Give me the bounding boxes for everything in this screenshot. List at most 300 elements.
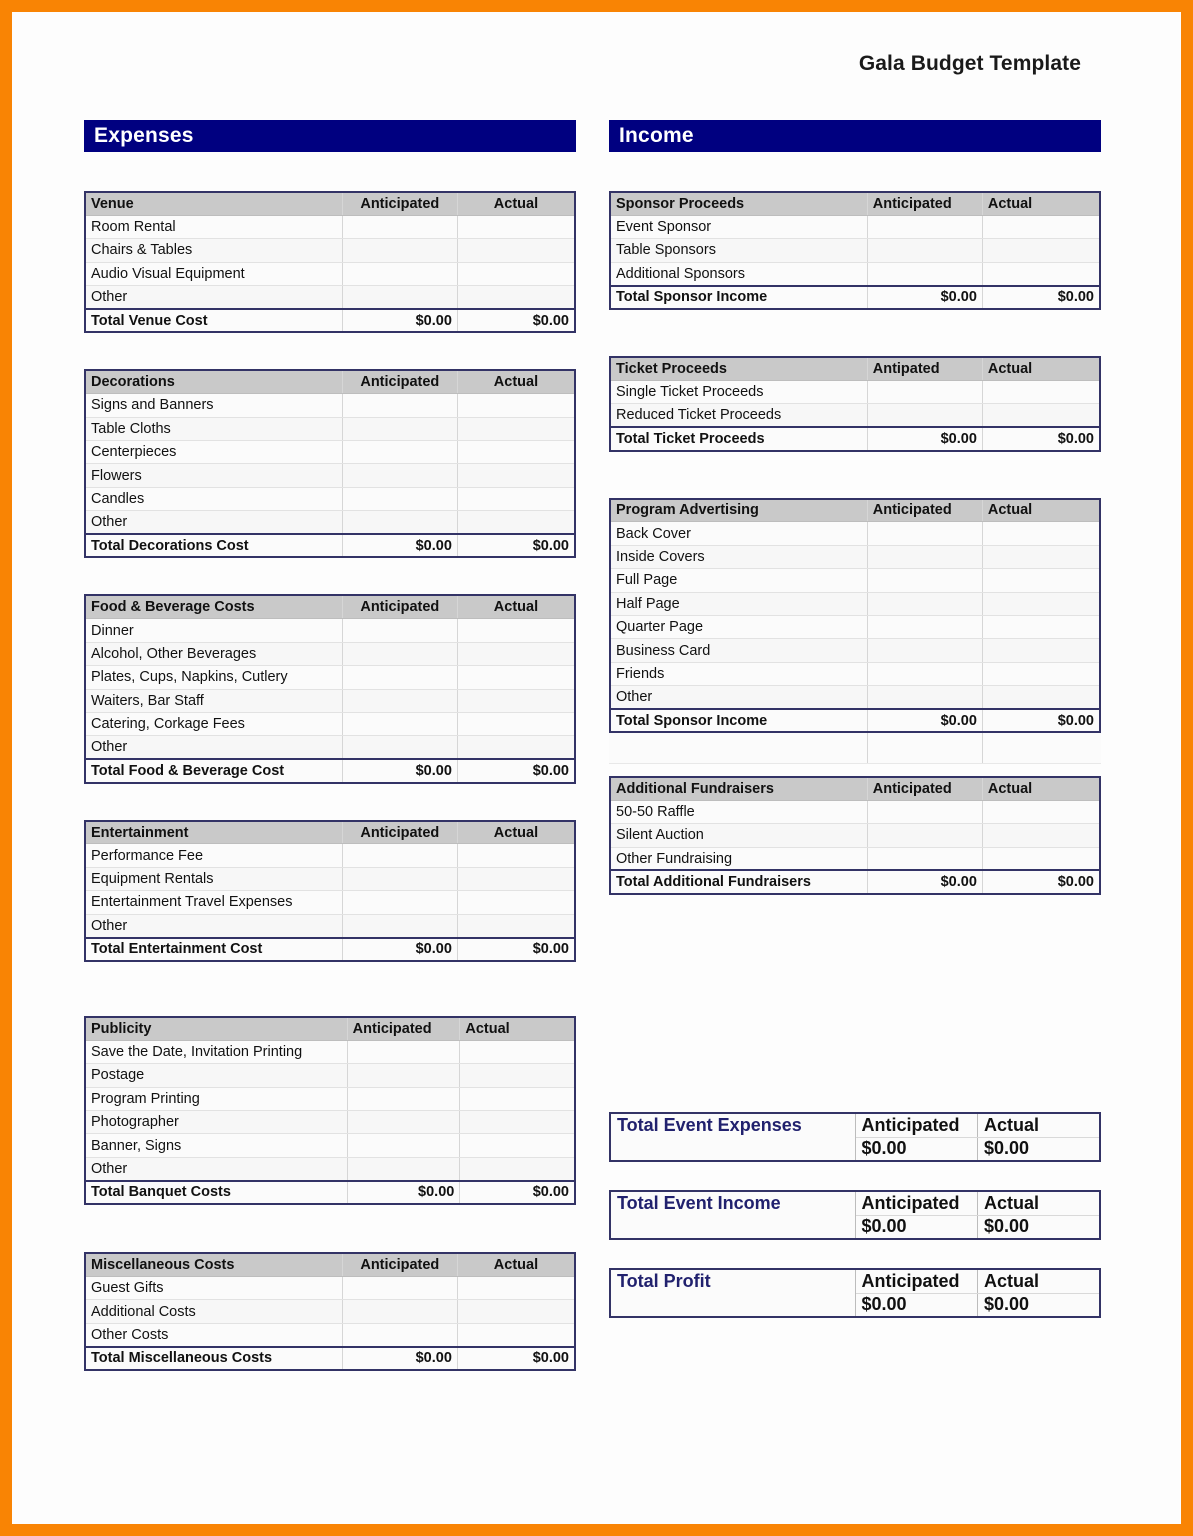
summary-label: Total Event Expenses [610,1113,855,1137]
total-actual-value: $0.00 [982,709,1100,732]
table-header-row [85,192,575,215]
line-item-label: Friends [610,662,867,685]
actual-input-cell[interactable] [982,522,1100,545]
summary-empty-cell [610,1293,855,1317]
actual-input-cell[interactable] [982,639,1100,662]
empty-spacer-row [609,733,1101,763]
page-title: Gala Budget Template [858,52,1081,75]
table-row [610,522,1100,545]
table-row [610,639,1100,662]
table-row [610,662,1100,685]
column-header-anticipated: Anticipated [867,192,982,215]
line-item-label: Other [610,686,867,709]
summary-header-anticipated: Anticipated [855,1269,978,1293]
actual-input-cell[interactable] [457,511,575,534]
table-title-cell: Additional Fundraisers [610,777,867,800]
table-row [610,404,1100,427]
budget-table-entertainment [84,820,576,962]
actual-input-cell[interactable] [457,891,575,914]
line-item-label: Quarter Page [610,615,867,638]
anticipated-input-cell[interactable] [347,1157,460,1180]
table-total-row [85,1347,575,1370]
line-item-label: Guest Gifts [85,1276,342,1299]
total-actual-value: $0.00 [457,759,575,782]
summary-value-row [610,1293,1100,1317]
table-row [85,666,575,689]
line-item-label: Entertainment Travel Expenses [85,891,342,914]
empty-cell[interactable] [867,733,983,763]
trailing-empty-row [609,733,1101,764]
table-row [85,1064,575,1087]
line-item-label: Additional Costs [85,1300,342,1323]
actual-input-cell[interactable] [457,1323,575,1346]
table-row [85,1157,575,1180]
actual-input-cell[interactable] [457,262,575,285]
anticipated-input-cell[interactable] [342,712,457,735]
anticipated-input-cell[interactable] [867,686,982,709]
line-item-label: Dinner [85,619,342,642]
table-header-row [85,370,575,393]
line-item-label: Other Costs [85,1323,342,1346]
anticipated-input-cell[interactable] [342,1300,457,1323]
line-item-label: Save the Date, Invitation Printing [85,1040,347,1063]
summary-header-row [610,1191,1100,1215]
line-item-label: Other [85,286,342,309]
line-item-label: Signs and Banners [85,394,342,417]
table-row [85,736,575,759]
anticipated-input-cell[interactable] [347,1064,460,1087]
total-actual-value: $0.00 [982,427,1100,450]
column-header-anticipated: Anticipated [342,595,457,618]
anticipated-input-cell[interactable] [342,417,457,440]
table-row [85,1111,575,1134]
expenses-column [84,120,576,1407]
anticipated-input-cell[interactable] [342,441,457,464]
line-item-label: Audio Visual Equipment [85,262,342,285]
income-tables [609,191,1101,895]
table-row [85,286,575,309]
line-item-label: Full Page [610,569,867,592]
anticipated-input-cell[interactable] [867,545,982,568]
table-row [610,824,1100,847]
anticipated-input-cell[interactable] [342,867,457,890]
budget-table-ticket-proceeds [609,356,1101,452]
table-total-row [85,938,575,961]
table-title-cell: Food & Beverage Costs [85,595,342,618]
anticipated-input-cell[interactable] [867,404,982,427]
summary-table-total-event-expenses [609,1112,1101,1162]
actual-input-cell[interactable] [457,736,575,759]
summary-header-actual: Actual [978,1113,1101,1137]
actual-input-cell[interactable] [457,417,575,440]
column-header-actual: Actual [982,777,1100,800]
table-row [610,262,1100,285]
actual-input-cell[interactable] [982,662,1100,685]
table-row [85,1300,575,1323]
table-row [85,914,575,937]
total-anticipated-value: $0.00 [342,938,457,961]
total-label: Total Food & Beverage Cost [85,759,342,782]
table-total-row [610,709,1100,732]
table-total-row [610,427,1100,450]
total-label: Total Decorations Cost [85,534,342,557]
table-row [85,712,575,735]
table-row [610,847,1100,870]
column-header-actual: Actual [457,192,575,215]
line-item-label: Other [85,1157,347,1180]
anticipated-input-cell[interactable] [342,511,457,534]
line-item-label: Room Rental [85,215,342,238]
total-anticipated-value: $0.00 [342,759,457,782]
anticipated-input-cell[interactable] [342,1323,457,1346]
table-total-row [85,534,575,557]
total-actual-value: $0.00 [457,534,575,557]
actual-input-cell[interactable] [460,1064,575,1087]
actual-input-cell[interactable] [457,666,575,689]
actual-input-cell[interactable] [457,867,575,890]
anticipated-input-cell[interactable] [867,522,982,545]
actual-input-cell[interactable] [982,545,1100,568]
line-item-label: Business Card [610,639,867,662]
table-row [85,394,575,417]
anticipated-input-cell[interactable] [342,464,457,487]
line-item-label: Waiters, Bar Staff [85,689,342,712]
actual-input-cell[interactable] [457,914,575,937]
anticipated-input-cell[interactable] [342,666,457,689]
table-title-cell: Sponsor Proceeds [610,192,867,215]
anticipated-input-cell[interactable] [342,844,457,867]
summary-table-total-event-income [609,1190,1101,1240]
anticipated-input-cell[interactable] [342,891,457,914]
budget-table-venue [84,191,576,333]
summary-header-anticipated: Anticipated [855,1191,978,1215]
actual-input-cell[interactable] [457,487,575,510]
actual-input-cell[interactable] [982,569,1100,592]
table-header-row [85,1253,575,1276]
actual-input-cell[interactable] [460,1134,575,1157]
actual-input-cell[interactable] [457,619,575,642]
line-item-label: Other [85,511,342,534]
column-header-actual: Actual [457,821,575,844]
empty-cell[interactable] [983,733,1101,763]
total-label: Total Miscellaneous Costs [85,1347,342,1370]
expenses-section-banner: Expenses [84,120,576,152]
total-anticipated-value: $0.00 [867,870,982,893]
total-actual-value: $0.00 [457,938,575,961]
summary-table-total-profit [609,1268,1101,1318]
summary-actual-value: $0.00 [984,1294,1030,1315]
column-header-anticipated: Anticipated [347,1017,460,1040]
table-row [85,689,575,712]
actual-input-cell[interactable] [460,1087,575,1110]
table-row [85,441,575,464]
total-anticipated-value: $0.00 [342,1347,457,1370]
table-row [85,262,575,285]
summary-label: Total Profit [610,1269,855,1293]
table-row [85,487,575,510]
anticipated-input-cell[interactable] [867,615,982,638]
table-total-row [610,286,1100,309]
anticipated-input-cell[interactable] [342,689,457,712]
table-title-cell: Venue [85,192,342,215]
actual-input-cell[interactable] [457,689,575,712]
column-header-actual: Actual [457,370,575,393]
line-item-label: Back Cover [610,522,867,545]
summary-anticipated-value: $0.00 [855,1215,978,1239]
line-item-label: Inside Covers [610,545,867,568]
anticipated-input-cell[interactable] [867,262,982,285]
anticipated-input-cell[interactable] [867,239,982,262]
actual-input-cell[interactable] [982,800,1100,823]
table-header-row [85,1017,575,1040]
budget-table-food-beverage [84,594,576,783]
anticipated-input-cell[interactable] [342,642,457,665]
summary-totals-block [609,1112,1101,1346]
expenses-tables [84,191,576,1371]
anticipated-input-cell[interactable] [342,239,457,262]
anticipated-input-cell[interactable] [342,619,457,642]
anticipated-input-cell[interactable] [342,487,457,510]
total-label: Total Ticket Proceeds [610,427,867,450]
empty-cell[interactable] [609,733,867,763]
line-item-label: Photographer [85,1111,347,1134]
actual-input-cell[interactable] [982,686,1100,709]
table-row [85,215,575,238]
actual-input-cell[interactable] [982,615,1100,638]
anticipated-input-cell[interactable] [867,592,982,615]
summary-empty-cell [610,1215,855,1239]
anticipated-input-cell[interactable] [342,286,457,309]
table-title-cell: Decorations [85,370,342,393]
actual-input-cell[interactable] [982,380,1100,403]
income-section-banner: Income [609,120,1101,152]
column-header-actual: Actual [457,595,575,618]
line-item-label: Centerpieces [85,441,342,464]
anticipated-input-cell[interactable] [347,1087,460,1110]
total-anticipated-value: $0.00 [867,286,982,309]
column-header-anticipated: Anticipated [867,499,982,522]
actual-input-cell[interactable] [457,215,575,238]
table-row [610,215,1100,238]
line-item-label: Reduced Ticket Proceeds [610,404,867,427]
line-item-label: Table Cloths [85,417,342,440]
line-item-label: Table Sponsors [610,239,867,262]
summary-anticipated-value: $0.00 [855,1293,978,1317]
budget-table-program-advertising [609,498,1101,734]
actual-input-cell[interactable] [457,394,575,417]
line-item-label: Plates, Cups, Napkins, Cutlery [85,666,342,689]
anticipated-input-cell[interactable] [867,569,982,592]
actual-input-cell[interactable] [457,464,575,487]
summary-header-actual: Actual [978,1191,1101,1215]
total-actual-value: $0.00 [982,870,1100,893]
anticipated-input-cell[interactable] [342,394,457,417]
line-item-label: Performance Fee [85,844,342,867]
anticipated-input-cell[interactable] [867,800,982,823]
actual-input-cell[interactable] [982,824,1100,847]
actual-input-cell[interactable] [460,1040,575,1063]
line-item-label: Candles [85,487,342,510]
line-item-label: Other Fundraising [610,847,867,870]
line-item-label: Banner, Signs [85,1134,347,1157]
actual-input-cell[interactable] [460,1111,575,1134]
table-header-row [610,192,1100,215]
line-item-label: Flowers [85,464,342,487]
table-total-row [85,1181,575,1204]
actual-input-cell[interactable] [982,262,1100,285]
column-header-anticipated: Anticipated [342,821,457,844]
table-header-row [85,595,575,618]
summary-header-actual: Actual [978,1269,1101,1293]
line-item-label: Program Printing [85,1087,347,1110]
total-actual-value: $0.00 [457,1347,575,1370]
anticipated-input-cell[interactable] [347,1040,460,1063]
anticipated-input-cell[interactable] [867,662,982,685]
actual-input-cell[interactable] [982,239,1100,262]
anticipated-input-cell[interactable] [342,215,457,238]
actual-input-cell[interactable] [457,642,575,665]
actual-input-cell[interactable] [457,441,575,464]
table-row [85,891,575,914]
total-label: Total Additional Fundraisers [610,870,867,893]
summary-label: Total Event Income [610,1191,855,1215]
line-item-label: 50-50 Raffle [610,800,867,823]
budget-table-publicity [84,1016,576,1205]
anticipated-input-cell[interactable] [342,1276,457,1299]
summary-header-row [610,1269,1100,1293]
table-row [85,1134,575,1157]
total-label: Total Sponsor Income [610,286,867,309]
table-total-row [610,870,1100,893]
anticipated-input-cell[interactable] [347,1111,460,1134]
budget-table-additional-fundraisers [609,776,1101,895]
summary-actual-value: $0.00 [984,1216,1030,1237]
table-row [85,511,575,534]
column-header-actual: Actual [982,499,1100,522]
actual-input-cell[interactable] [982,404,1100,427]
actual-input-cell[interactable] [457,844,575,867]
table-title-cell: Publicity [85,1017,347,1040]
anticipated-input-cell[interactable] [342,262,457,285]
table-header-row [610,499,1100,522]
table-row [610,686,1100,709]
table-row [85,1087,575,1110]
table-title-cell: Program Advertising [610,499,867,522]
table-row [85,867,575,890]
line-item-label: Other [85,736,342,759]
table-title-cell: Entertainment [85,821,342,844]
line-item-label: Single Ticket Proceeds [610,380,867,403]
column-header-actual: Actual [460,1017,575,1040]
table-row [610,800,1100,823]
table-row [85,619,575,642]
line-item-label: Equipment Rentals [85,867,342,890]
summary-empty-cell [610,1137,855,1161]
actual-input-cell[interactable] [982,592,1100,615]
table-row [610,545,1100,568]
table-row [610,239,1100,262]
line-item-label: Half Page [610,592,867,615]
table-total-row [85,759,575,782]
table-row [85,464,575,487]
total-actual-value: $0.00 [457,309,575,332]
line-item-label: Catering, Corkage Fees [85,712,342,735]
table-row [85,844,575,867]
table-row [85,1040,575,1063]
total-actual-value: $0.00 [460,1181,575,1204]
actual-input-cell[interactable] [460,1157,575,1180]
line-item-label: Chairs & Tables [85,239,342,262]
budget-table-miscellaneous [84,1252,576,1371]
table-header-row [610,357,1100,380]
table-row [610,569,1100,592]
table-header-row [85,821,575,844]
summary-header-anticipated: Anticipated [855,1113,978,1137]
total-label: Total Venue Cost [85,309,342,332]
actual-input-cell[interactable] [457,1276,575,1299]
table-row [610,615,1100,638]
total-actual-value: $0.00 [982,286,1100,309]
table-row [85,1276,575,1299]
table-row [610,380,1100,403]
line-item-label: Alcohol, Other Beverages [85,642,342,665]
column-header-anticipated: Anticipated [867,777,982,800]
table-title-cell: Ticket Proceeds [610,357,867,380]
total-anticipated-value: $0.00 [867,427,982,450]
table-header-row [610,777,1100,800]
total-label: Total Sponsor Income [610,709,867,732]
anticipated-input-cell[interactable] [347,1134,460,1157]
table-row [610,592,1100,615]
table-row [85,417,575,440]
line-item-label: Additional Sponsors [610,262,867,285]
total-anticipated-value: $0.00 [342,309,457,332]
total-label: Total Entertainment Cost [85,938,342,961]
column-header-anticipated: Anticipated [342,192,457,215]
line-item-label: Event Sponsor [610,215,867,238]
anticipated-input-cell[interactable] [867,847,982,870]
column-header-actual: Actual [982,357,1100,380]
summary-value-row [610,1137,1100,1161]
anticipated-input-cell[interactable] [867,380,982,403]
actual-input-cell[interactable] [457,239,575,262]
total-anticipated-value: $0.00 [347,1181,460,1204]
total-anticipated-value: $0.00 [867,709,982,732]
table-row [85,642,575,665]
column-header-anticipated: Anticipated [342,1253,457,1276]
summary-anticipated-value: $0.00 [855,1137,978,1161]
column-header-anticipated: Anticipated [342,370,457,393]
anticipated-input-cell[interactable] [342,914,457,937]
summary-actual-value: $0.00 [984,1138,1030,1159]
table-row [85,239,575,262]
line-item-label: Silent Auction [610,824,867,847]
actual-input-cell[interactable] [457,1300,575,1323]
table-row [85,1323,575,1346]
summary-header-row [610,1113,1100,1137]
actual-input-cell[interactable] [457,712,575,735]
anticipated-input-cell[interactable] [867,639,982,662]
column-header-anticipated: Antipated [867,357,982,380]
anticipated-input-cell[interactable] [867,824,982,847]
actual-input-cell[interactable] [982,215,1100,238]
column-header-actual: Actual [457,1253,575,1276]
actual-input-cell[interactable] [457,286,575,309]
anticipated-input-cell[interactable] [867,215,982,238]
budget-table-decorations [84,369,576,558]
actual-input-cell[interactable] [982,847,1100,870]
anticipated-input-cell[interactable] [342,736,457,759]
